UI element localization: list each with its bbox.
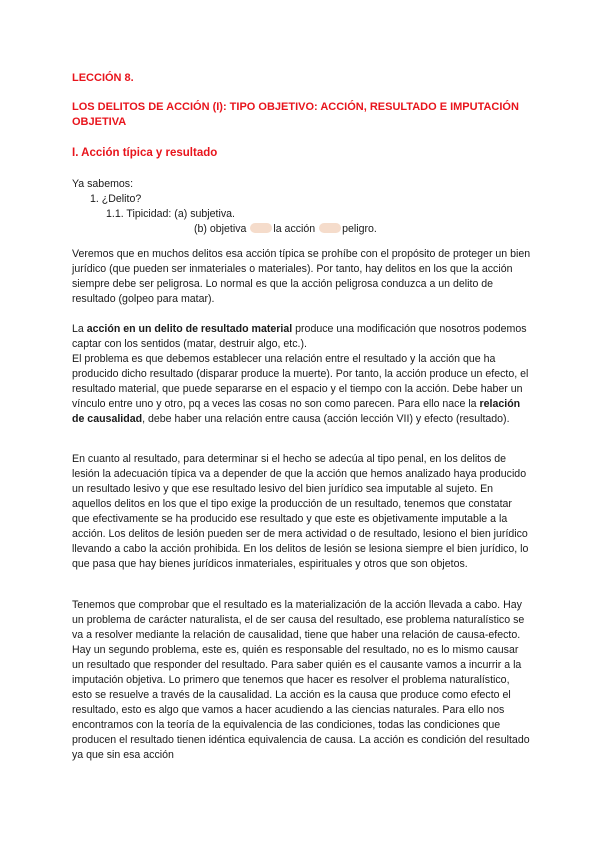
list-item-tipicidad: 1.1. Tipicidad: (a) subjetiva. <box>106 208 235 220</box>
section-heading: I. Acción típica y resultado <box>72 147 218 159</box>
list-item-delito: 1. ¿Delito? <box>90 193 142 205</box>
paragraph-3 <box>72 452 532 572</box>
intro-line: Ya sabemos: <box>72 178 134 190</box>
text-run: La <box>72 323 87 335</box>
lesson-heading: LECCIÓN 8. <box>72 72 134 84</box>
text-run: produce una modificación que nosotros podemos captar con los sentidos (matar, destruir algo, etc.). <box>72 323 527 350</box>
paragraph-text: Veremos que en muchos delitos esa acción típica se prohíbe con el propósito de proteger un bien jurídico (que pueden ser inmateriales o materiales). Por tanto, hay delitos en los que la acción siempre debe ser peligrosa. Lo normal es que la acción peligrosa conduzca a un delito de resultado (golpeo para matar). <box>72 248 531 305</box>
text-run: , debe haber una relación entre causa (acción lección VII) y efecto (resultado). <box>142 413 510 425</box>
arrow-marker-icon <box>319 223 341 233</box>
text-run: El problema es que debemos establecer una relación entre el resultado y la acción que ha producido dicho resultado (disparar produce la muerte). Por tanto, la acción produce un efecto, el resultado material, que puede separarse en el espacio y el tiempo con la acción. Debe haber un vínculo entre uno y otro, pq a veces las cosas no son como parecen. Para ello nace la <box>72 353 529 410</box>
objetiva-label: (b) objetiva <box>194 223 247 235</box>
arrow-marker-icon <box>250 223 272 233</box>
paragraph-text: En cuanto al resultado, para determinar si el hecho se adecúa al tipo penal, en los delitos de lesión la adecuación típica va a depender de que la acción que hemos analizado haya producido un resultado lesivo y que ese resultado lesivo del bien jurídico sea imputable al sujeto. En aquellos delitos en los que el tipo exige la producción de un resultado, tenemos que constatar que efectivamente se ha producido ese resultado y que este es objetivamente imputable a la acción. Los delitos de lesión pueden ser de mera actividad o de resultado, lesiono el bien jurídico llevando a cabo la acción prohibida. En los delitos de lesión se lesiona siempre el bien jurídico, lo que pasa que hay bienes jurídicos inmateriales, espirituales y otros que son objetos. <box>72 453 529 570</box>
bold-term: acción en un delito de resultado material <box>86 323 293 335</box>
list-item-objetiva <box>72 222 377 237</box>
paragraph-1 <box>72 247 532 307</box>
bold-term: relación de causalidad <box>72 398 521 425</box>
lesson-title: LOS DELITOS DE ACCIÓN (I): TIPO OBJETIVO: ACCIÓN, RESULTADO E IMPUTACIÓN OBJETIVA <box>72 101 519 128</box>
accion-label: la acción <box>273 223 316 235</box>
peligro-label: peligro. <box>342 223 377 235</box>
paragraph-4 <box>72 598 532 763</box>
paragraph-text: Tenemos que comprobar que el resultado es la materialización de la acción llevada a cabo. Hay un problema de carácter naturalista, el de ser causa del resultado, ese problema naturalístico se va a resolver mediante la relación de causalidad, tiene que haber una relación de causa-efecto. Hay un segundo problema, este es, quién es responsable del resultado, no es lo mismo causar un resultado que responder del resultado. Para saber quién es el causante vamos a incurrir a la imputación objetiva. Lo primero que tenemos que hacer es resolver el problema naturalístico, esto se resuelve a través de la causalidad. La acción es la causa que produce como efecto el resultado, esto es algo que vamos a hacer acudiendo a las ciencias naturales. Para ello nos encontramos con la teoría de la equivalencia de las condiciones, todas las condiciones que producen el resultado tienen idéntica equivalencia de causa. La acción es condición del resultado ya que sin esa acción <box>72 599 530 761</box>
paragraph-text <box>72 322 532 352</box>
paragraph-text <box>72 352 532 427</box>
paragraph-2 <box>72 322 532 427</box>
intro-list <box>72 177 377 237</box>
